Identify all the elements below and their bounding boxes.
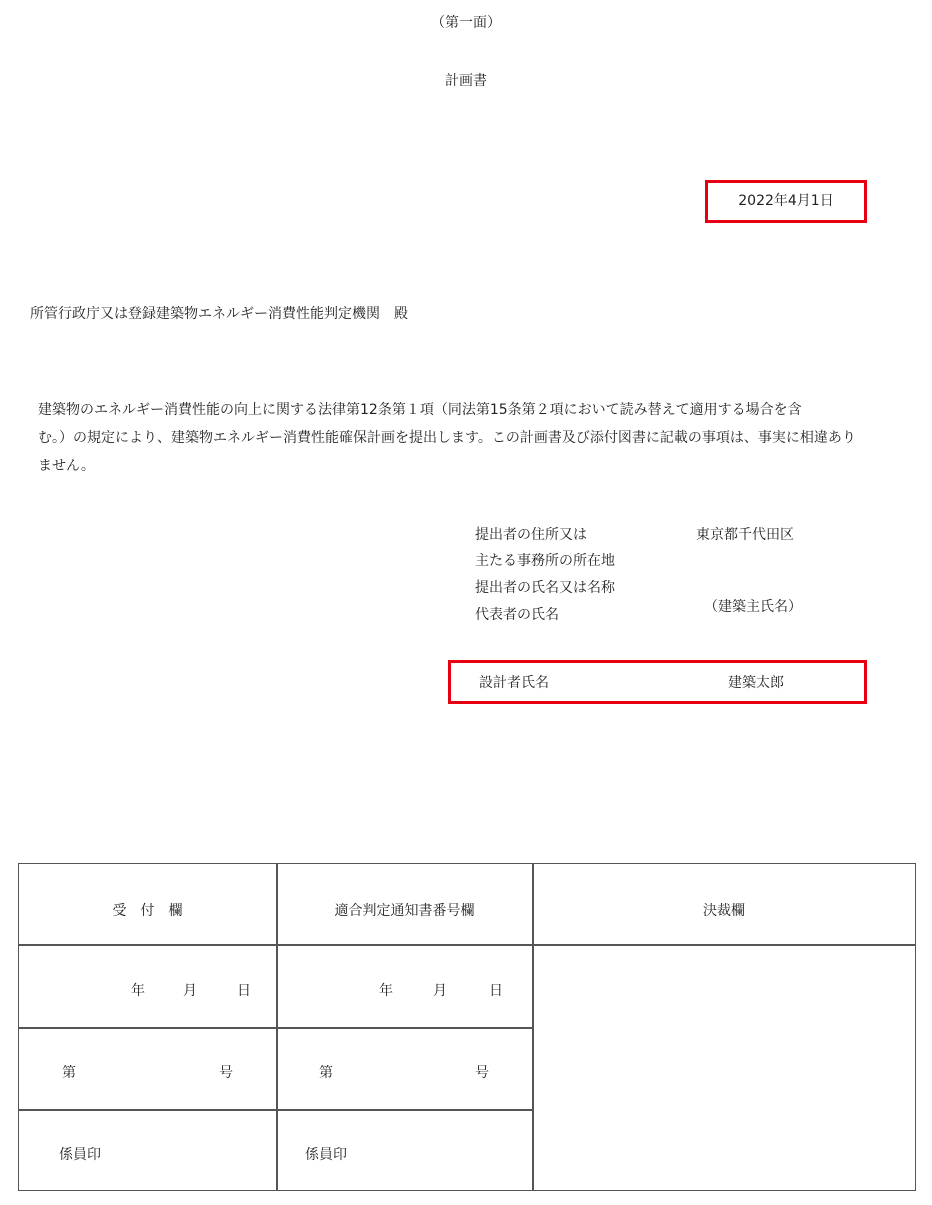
declaration-line-1: 建築物のエネルギー消費性能の向上に関する法律第12条第１項（同法第15条第２項において読み替えて適用する場合を含 — [38, 402, 802, 418]
designer-label: 設計者氏名 — [479, 675, 549, 691]
reception-table — [18, 863, 916, 1191]
address-value: 東京都千代田区 — [696, 527, 794, 543]
declaration-line-2: む。）の規定により、建築物エネルギー消費性能確保計画を提出します。この計画書及び添付図書に記載の事項は、事実に相違あり — [38, 430, 856, 446]
name-value: （建築主氏名） — [704, 599, 802, 615]
table-hline-1 — [19, 944, 915, 946]
approval-column-header: 決裁欄 — [703, 903, 745, 919]
notification-date-year: 年 — [379, 983, 393, 999]
notification-number-column-header: 適合判定通知書番号欄 — [334, 903, 475, 919]
reception-date-month: 月 — [183, 983, 197, 999]
notification-number-suffix: 号 — [475, 1065, 489, 1081]
declaration-line-3: ません。 — [38, 458, 95, 474]
notification-date-month: 月 — [433, 983, 447, 999]
name-label-1: 提出者の氏名又は名称 — [475, 580, 615, 596]
reception-date-year: 年 — [131, 983, 145, 999]
document-title: 計画書 — [445, 73, 487, 89]
table-hline-2 — [19, 1027, 533, 1029]
address-label-1: 提出者の住所又は — [475, 527, 587, 543]
designer-value: 建築太郎 — [728, 675, 784, 691]
reception-number-suffix: 号 — [219, 1065, 233, 1081]
declaration-paragraph — [38, 396, 898, 480]
submission-date: 2022年4月1日 — [738, 193, 834, 209]
address-label-2: 主たる事務所の所在地 — [475, 553, 615, 569]
notification-staff-stamp-label: 係員印 — [305, 1147, 347, 1163]
name-label-2: 代表者の氏名 — [475, 607, 559, 623]
addressee: 所管行政庁又は登録建築物エネルギー消費性能判定機関 殿 — [30, 306, 408, 322]
reception-date-day: 日 — [237, 983, 251, 999]
reception-staff-stamp-label: 係員印 — [59, 1147, 101, 1163]
notification-number-prefix: 第 — [319, 1065, 333, 1081]
reception-number-prefix: 第 — [62, 1065, 76, 1081]
notification-date-day: 日 — [489, 983, 503, 999]
table-hline-3 — [19, 1109, 533, 1111]
page-label: （第一面） — [431, 15, 501, 31]
reception-column-header: 受 付 欄 — [112, 903, 183, 919]
